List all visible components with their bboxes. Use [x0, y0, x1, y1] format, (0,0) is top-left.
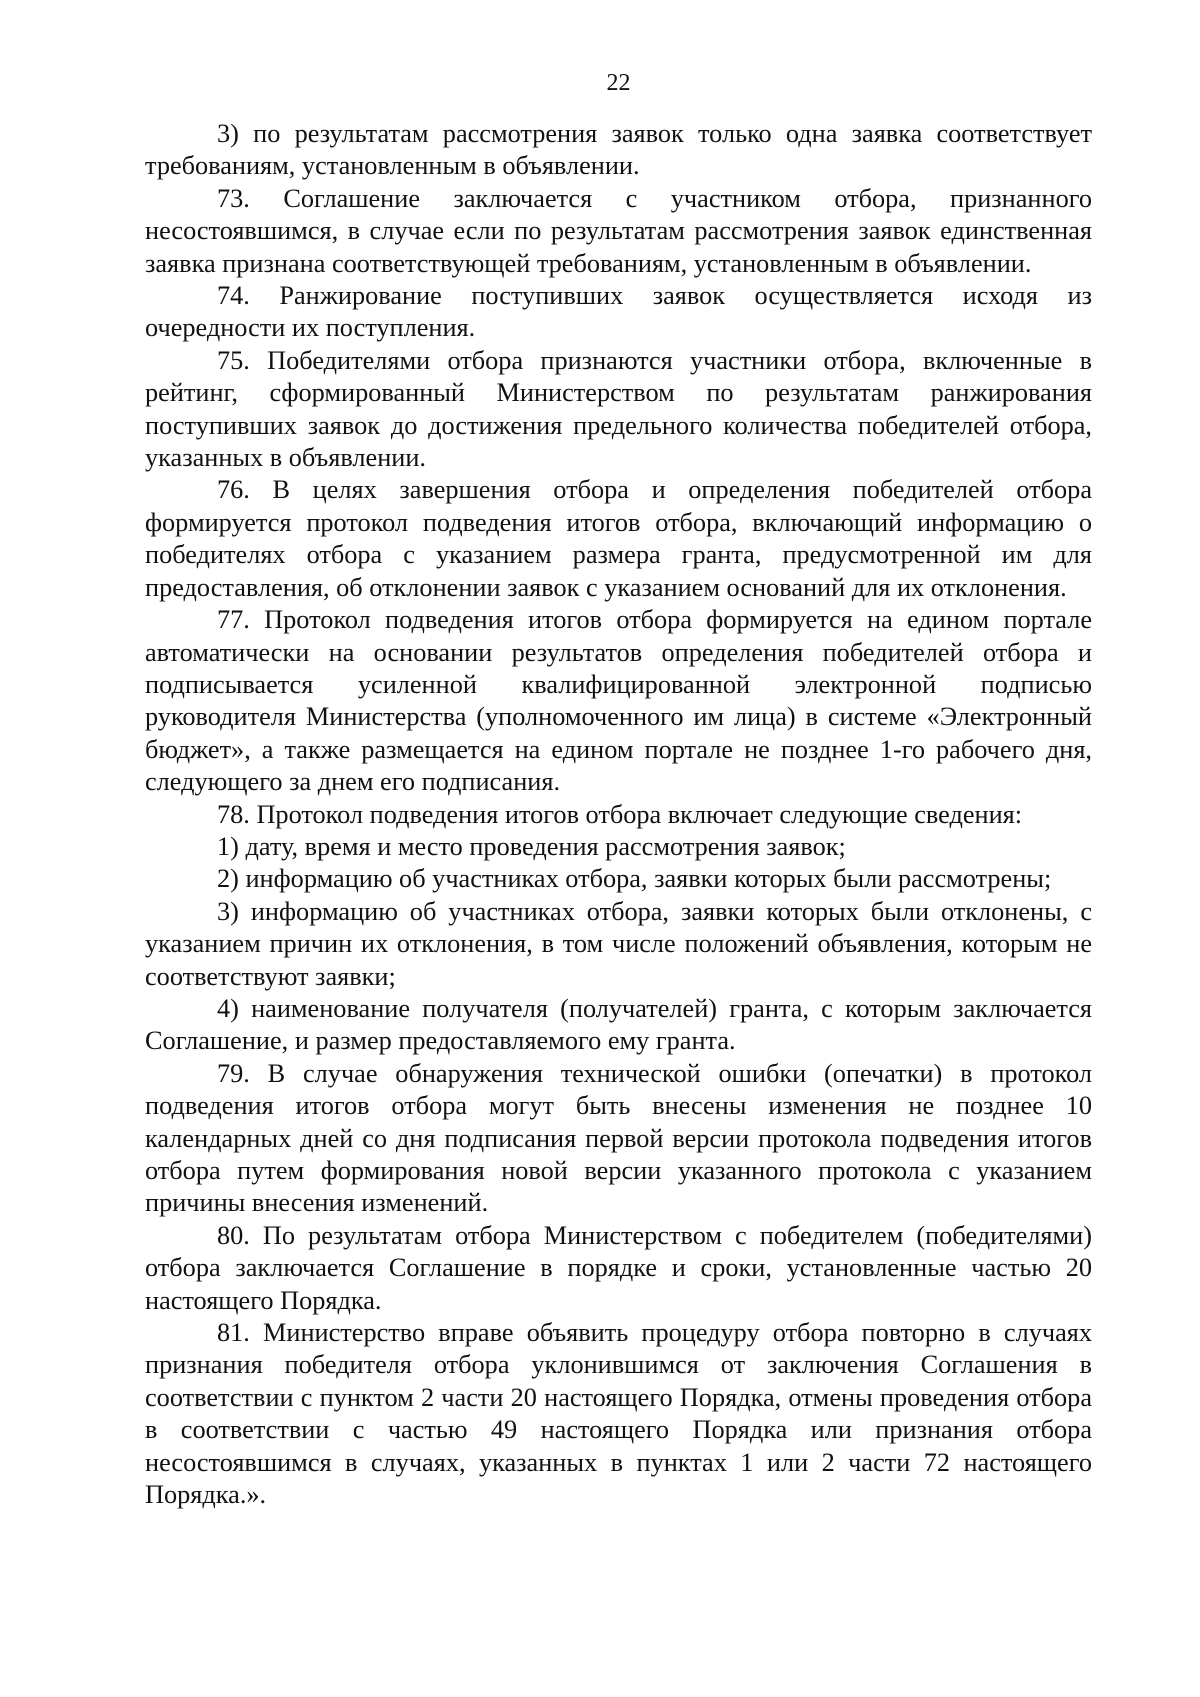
paragraph-77: 77. Протокол подведения итогов отбора формируется на едином портале автоматически на основании результатов определения победителей отбора и подписывается усиленной квалифицированной электронной подписью руководителя Министерства (уполномоченного им лица) в системе «Электронный бюджет», а также размещается на едином портале не позднее 1-го рабочего дня, следующего за днем его подписания. [145, 605, 1092, 797]
paragraph-78-item-3: 3) информацию об участниках отбора, заявки которых были отклонены, с указанием причин их отклонения, в том числе положений объявления, которым не соответствуют заявки; [145, 896, 1092, 991]
paragraph-80: 80. По результатам отбора Министерством с победителем (победителями) отбора заключается Соглашение в порядке и сроки, установленные частью 20 настоящего Порядка. [145, 1220, 1092, 1315]
document-body [145, 118, 1092, 1511]
paragraph-78-item-2: 2) информацию об участниках отбора, заявки которых были рассмотрены; [217, 864, 1052, 894]
paragraph-75: 75. Победителями отбора признаются участники отбора, включенные в рейтинг, сформированный Министерством по результатам ранжирования поступивших заявок до достижения предельного количества победителей отбора, указанных в объявлении. [145, 345, 1092, 473]
paragraph-74: 74. Ранжирование поступивших заявок осуществляется исходя из очередности их поступления. [145, 281, 1092, 343]
paragraph-76: 76. В целях завершения отбора и определения победителей отбора формируется протокол подведения итогов отбора, включающий информацию о победителях отбора с указанием размера гранта, предусмотренной им для предоставления, об отклонении заявок с указанием оснований для их отклонения. [145, 475, 1092, 602]
paragraph-78-item-1: 1) дату, время и место проведения рассмотрения заявок; [217, 831, 846, 861]
paragraph-79: 79. В случае обнаружения технической ошибки (опечатки) в протокол подведения итогов отбора могут быть внесены изменения не позднее 10 календарных дней со дня подписания первой версии протокола подведения итогов отбора путем формирования новой версии указанного протокола с указанием причины внесения изменений. [145, 1058, 1092, 1218]
paragraph-78-item-4: 4) наименование получателя (получателей) гранта, с которым заключается Соглашение, и размер предоставляемого ему гранта. [145, 993, 1092, 1056]
paragraph-73: 73. Соглашение заключается с участником отбора, признанного несостоявшимся, в случае если по результатам рассмотрения заявок единственная заявка признана соответствующей требованиям, установленным в объявлении. [145, 183, 1092, 278]
paragraph-item-3: 3) по результатам рассмотрения заявок только одна заявка соответствует требованиям, установленным в объявлении. [145, 119, 1092, 181]
page-number: 22 [606, 70, 631, 96]
paragraph-78: 78. Протокол подведения итогов отбора включает следующие сведения: [217, 799, 1023, 829]
paragraph-81: 81. Министерство вправе объявить процедуру отбора повторно в случаях признания победителя отбора уклонившимся от заключения Соглашения в соответствии с пунктом 2 части 20 настоящего Порядка, отмены проведения отбора в соответствии с частью 49 настоящего Порядка или признания отбора несостоявшимся в случаях, указанных в пунктах 1 или 2 части 72 настоящего Порядка.». [145, 1318, 1092, 1510]
